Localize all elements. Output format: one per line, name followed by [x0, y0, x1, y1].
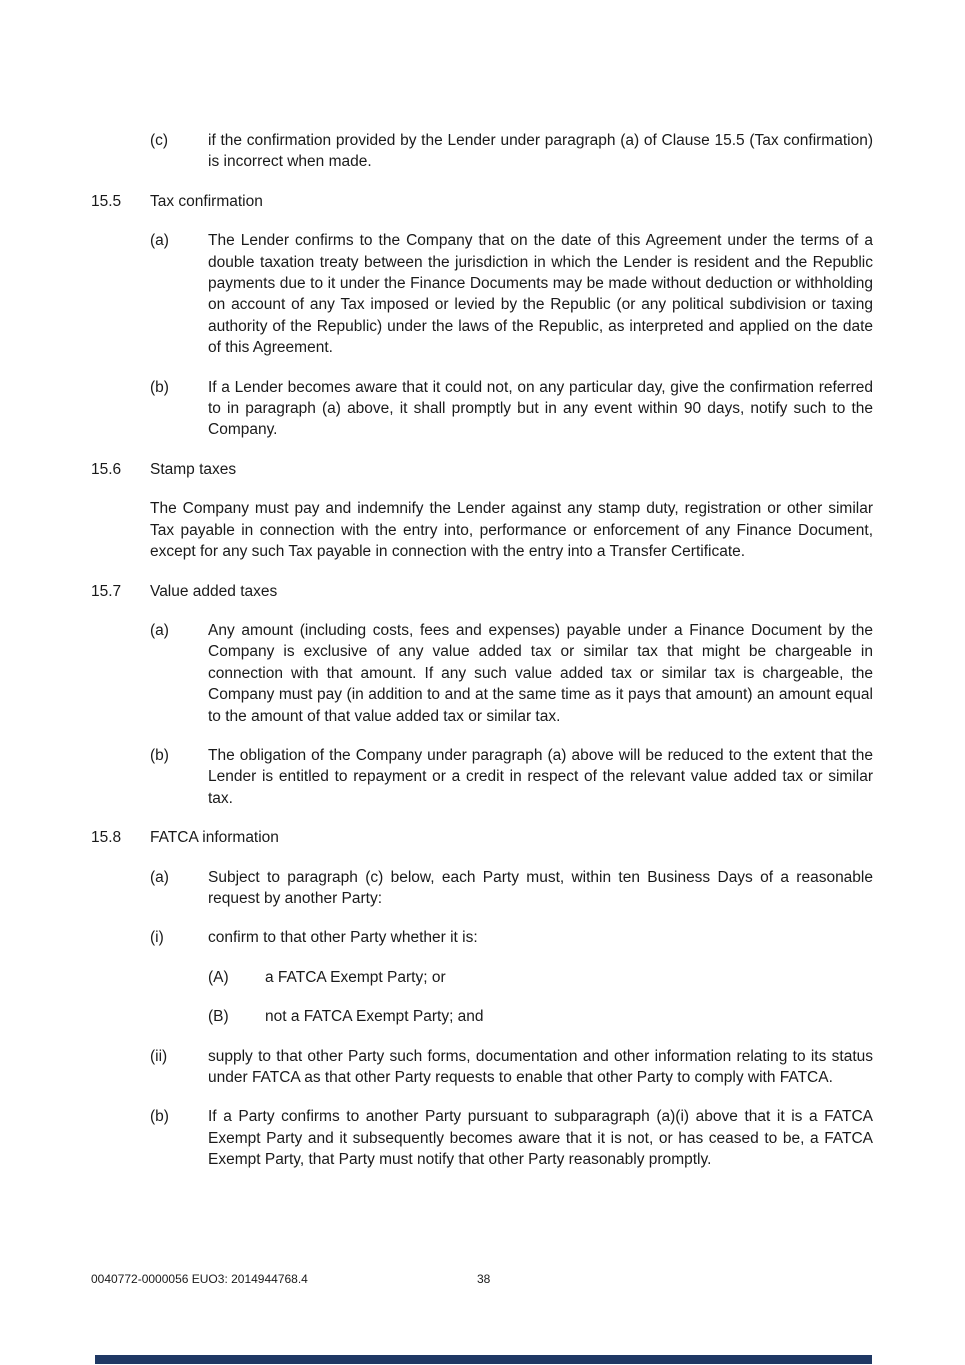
paragraph-text: If a Party confirms to another Party pursuant to subparagraph (a)(i) above that it is a FATCA Exempt Party and it subsequently becomes aware that it is not, or has ceased to be, a FATCA Exempt Party, that Party must notify that other Party reasonably promptly.: [208, 1108, 873, 1169]
paragraph-c-tax-confirmation-incorrect: [150, 130, 873, 173]
subparagraph-text: a FATCA Exempt Party; or: [265, 968, 446, 986]
paragraph-b-party-confirms: [150, 1106, 873, 1170]
clause-number: 15.6: [91, 460, 122, 478]
clause-heading-15-7: [91, 581, 873, 602]
paragraph-marker: (a): [150, 868, 169, 886]
paragraph-marker: (b): [150, 746, 169, 764]
paragraph-text: If a Lender becomes aware that it could not, on any particular day, give the confirmation referred to in paragraph (a) above, it shall promptly but in any event within 90 days, notify such to the Company.: [208, 378, 873, 439]
clause-title: FATCA information: [150, 829, 279, 847]
clause-heading-15-5: [91, 191, 873, 212]
paragraph-marker: (ii): [150, 1047, 168, 1065]
footer-document-reference: 0040772-0000056 EUO3: 2014944768.4: [91, 1272, 308, 1286]
clause-text-content: [91, 130, 873, 1189]
paragraph-text: supply to that other Party such forms, documentation and other information relating to its status under FATCA as that other Party requests to enable that other Party to comply with FATCA.: [208, 1047, 873, 1086]
paragraph-text: confirm to that other Party whether it is:: [208, 929, 478, 947]
subparagraph-B-not-fatca-exempt: [208, 1006, 873, 1027]
clause-number: 15.7: [91, 582, 122, 600]
paragraph-marker: (b): [150, 378, 169, 396]
paragraph-a-subject-to-paragraph-c: [150, 867, 873, 910]
paragraph-text: The obligation of the Company under paragraph (a) above will be reduced to the extent that the Lender is entitled to repayment or a credit in respect of the relevant value added tax or similar tax.: [208, 746, 873, 807]
clause-heading-15-6: [91, 459, 873, 480]
paragraph-text: if the confirmation provided by the Lender under paragraph (a) of Clause 15.5 (Tax confirmation) is incorrect when made.: [208, 132, 873, 171]
paragraph-b-lender-becomes-aware: [150, 377, 873, 441]
paragraph-ii-supply-forms: [150, 1046, 873, 1089]
paragraph-text: Subject to paragraph (c) below, each Party must, within ten Business Days of a reasonable request by another Party:: [208, 868, 873, 907]
paragraph-text: Any amount (including costs, fees and expenses) payable under a Finance Document by the Company is exclusive of any value added tax or similar tax that might be chargeable in connection with that amount. If any such value added tax or similar tax is chargeable, the Company must pay (in addition to and at the same time as it pays that amount) an amount equal to the amount of that value added tax or similar tax.: [208, 621, 873, 725]
clause-title: Value added taxes: [150, 582, 278, 600]
paragraph-marker: (c): [150, 132, 169, 149]
paragraph-marker: (a): [150, 621, 169, 639]
subparagraph-marker: (B): [208, 1008, 229, 1026]
paragraph-marker: (a): [150, 232, 169, 250]
subparagraph-A-fatca-exempt: [208, 967, 873, 988]
clause-number: 15.5: [91, 192, 122, 210]
paragraph-text: The Lender confirms to the Company that on the date of this Agreement under the terms of a double taxation treaty between the jurisdiction in which the Lender is resident and the Republic payments due to it under the Finance Documents may be made without deduction or withholding on account of any Tax imposed or levied by the Republic (or any political subdivision or taxing authority of the Republic) under the laws of the Republic, as interpreted and applied on the date of this Agreement.: [208, 232, 873, 357]
paragraph-marker: (i): [150, 929, 164, 947]
clause-title: Stamp taxes: [150, 460, 237, 478]
clause-number: 15.8: [91, 829, 122, 847]
paragraph-text: The Company must pay and indemnify the Lender against any stamp duty, registration or other similar Tax payable in connection with the entry into, performance or enforcement of any Finance Document, except for any such Tax payable in connection with the entry into a Transfer Certificate.: [150, 500, 873, 561]
footer-page-number: 38: [477, 1272, 491, 1286]
paragraph-stamp-taxes-body: [150, 498, 873, 562]
paragraph-i-confirm-to-other-party: [150, 927, 873, 948]
paragraph-b-obligation-reduced: [150, 745, 873, 809]
paragraph-a-lender-confirms: [150, 230, 873, 358]
paragraph-marker: (b): [150, 1108, 169, 1126]
bottom-scan-bar: [95, 1355, 872, 1364]
clause-title: Tax confirmation: [150, 192, 263, 210]
paragraph-a-any-amount: [150, 620, 873, 727]
clause-heading-15-8: [91, 827, 873, 848]
subparagraph-text: not a FATCA Exempt Party; and: [265, 1008, 484, 1026]
subparagraph-marker: (A): [208, 968, 229, 986]
